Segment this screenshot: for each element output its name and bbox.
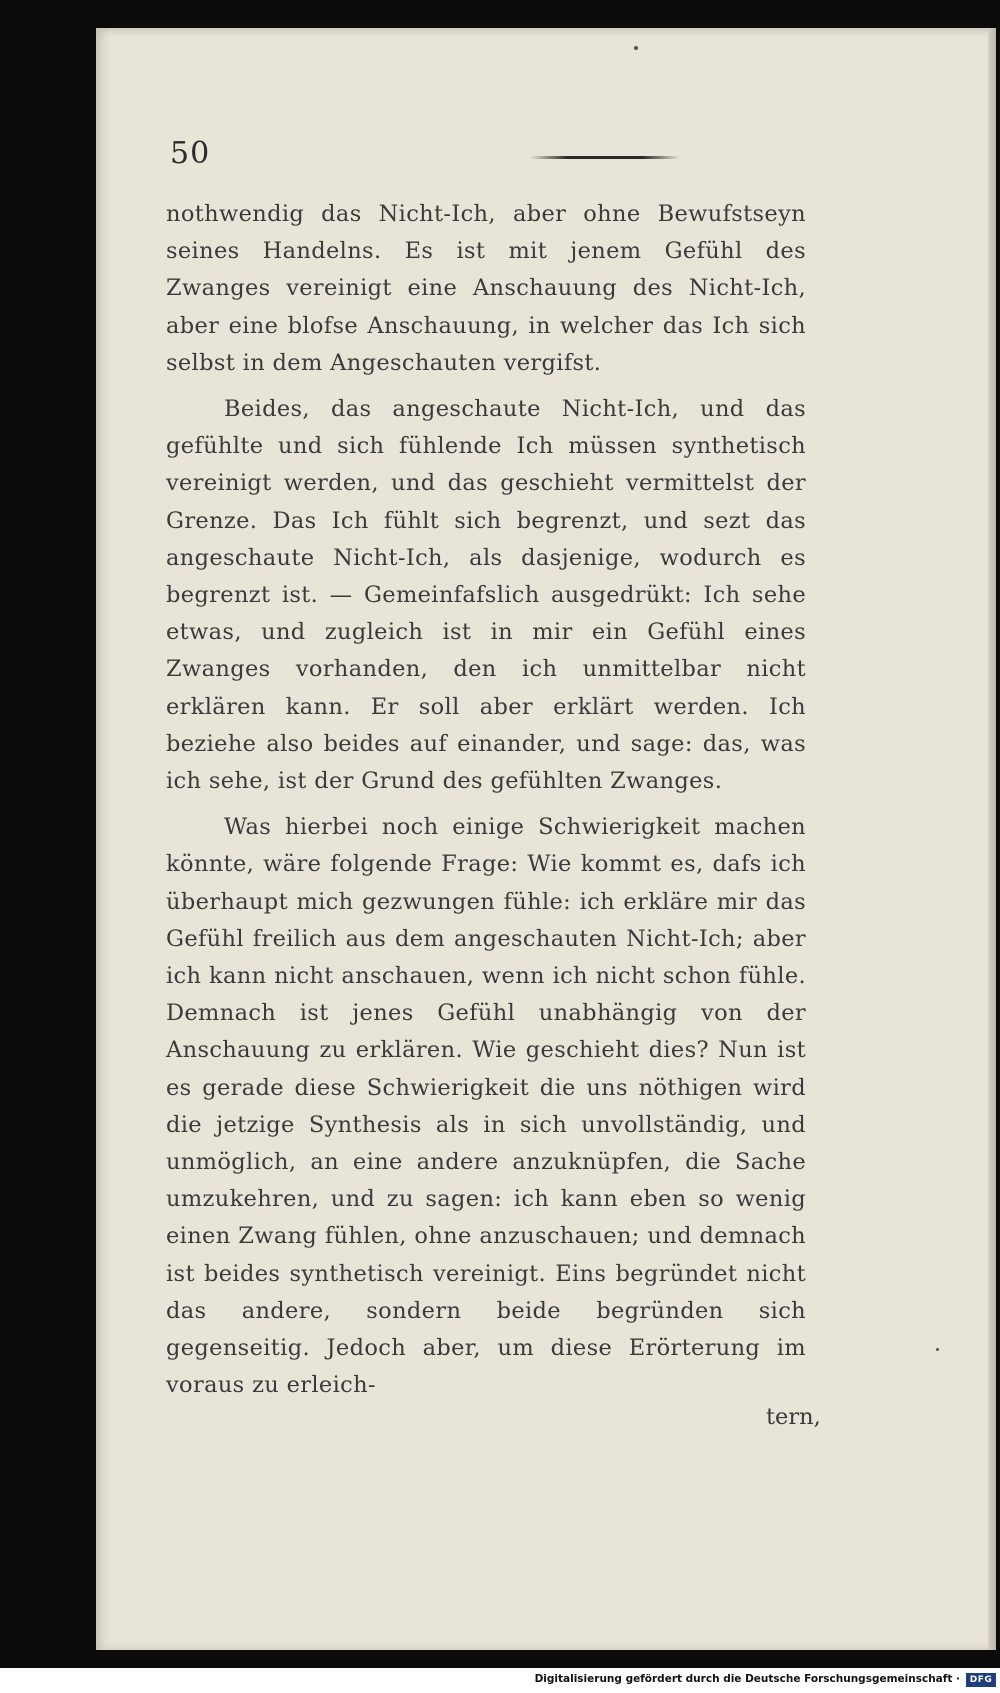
paper-speck <box>634 46 638 50</box>
catchword: tern, <box>766 1404 821 1430</box>
page-edge <box>988 28 996 1650</box>
page-number: 50 <box>170 136 211 171</box>
dfg-logo-icon: DFG <box>966 1673 996 1687</box>
head-rule <box>530 156 680 159</box>
credit-text: Digitalisierung gefördert durch die Deutsche Forschungsgemeinschaft · <box>534 1673 960 1685</box>
paragraph: Beides, das angeschaute Nicht-Ich, und das gefühlte und sich fühlende Ich müssen synthetisch vereinigt werden, und das geschieht vermittelst der Grenze. Das Ich fühlt sich begrenzt, und sezt das angeschaute Nicht-Ich, als dasjenige, wodurch es begrenzt ist. — Gemeinfafslich ausgedrükt: Ich sehe etwas, und zugleich ist in mir ein Gefühl eines Zwanges vorhanden, den ich unmittelbar nicht erklären kann. Er soll aber erklärt werden. Ich beziehe also beides auf einander, und sage: das, was ich sehe, ist der Grund des gefühlten Zwanges. <box>166 396 806 795</box>
body-text <box>166 196 806 1405</box>
paragraph: nothwendig das Nicht-Ich, aber ohne Bewufstseyn seines Handelns. Es ist mit jenem Gefühl des Zwanges vereinigt eine Anschauung des Nicht-Ich, aber eine blofse Anschauung, in welcher das Ich sich selbst in dem Angeschauten vergifst. <box>166 201 806 376</box>
running-head <box>170 136 690 176</box>
paragraph: Was hierbei noch einige Schwierigkeit machen könnte, wäre folgende Frage: Wie kommt es, dafs ich überhaupt mich gezwungen fühle: ich erkläre mir das Gefühl freilich aus dem angeschauten Nicht-Ich; aber ich kann nicht anschauen, wenn ich nicht schon fühle. Demnach ist jenes Gefühl unabhängig von der Anschauung zu erklären. Wie geschieht dies? Nun ist es gerade diese Schwierigkeit die uns nöthigen wird die jetzige Synthesis als in sich unvollständig, und unmöglich, an eine andere anzuknüpfen, die Sache umzukehren, und zu sagen: ich kann eben so wenig einen Zwang fühlen, ohne anzuschauen; und demnach ist beides synthetisch vereinigt. Eins begründet nicht das andere, sondern beide begründen sich gegenseitig. Jedoch aber, um diese Erörterung im voraus zu erleich- <box>166 814 806 1399</box>
paper-speck <box>936 1348 939 1351</box>
credit-bar <box>0 1668 1000 1693</box>
